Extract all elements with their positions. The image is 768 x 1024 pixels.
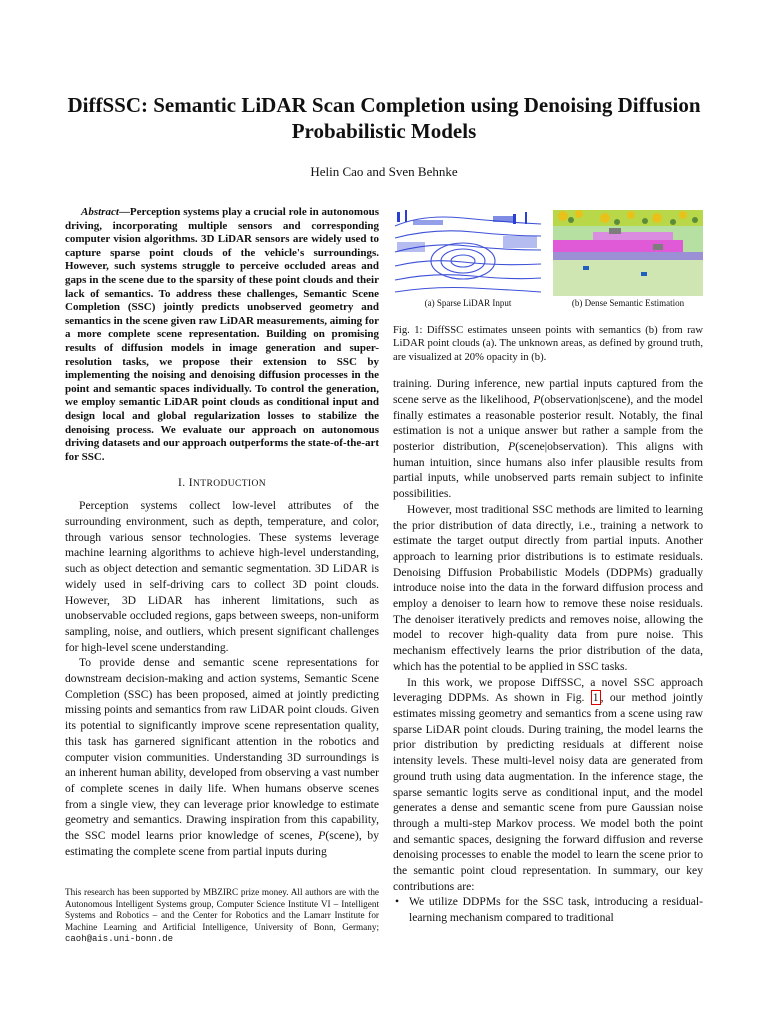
paper-title: DiffSSC: Semantic LiDAR Scan Completion using Denoising Diffusion Probabilistic Models [67,93,701,143]
subcaption-a: (a) Sparse LiDAR Input [424,298,512,308]
math-arg-scene: (scene) [325,829,359,843]
figure-reference-link[interactable]: 1 [592,691,599,705]
right-paragraph-2: However, most traditional SSC methods are limited to learning the prior distribution of data directly, i.e., training a network to estimate the target output directly from partial inputs. Another approach to learning prior distributions is to estimate residuals. Denoising Diffusion Probabilistic Models (DDPMs) gradually introduce noise into the data in the forward diffusion process and employ a denoiser to learn how to remove these noise residuals. The denoiser iteratively predicts and removes noise, allowing the model to recover high-quality data from pure noise. This mechanism effectively learns the prior distribution of the data, which has the potential to be applied in SSC tasks. [393,502,703,673]
abstract-lead: Abstract [81,206,119,218]
left-column [65,206,379,859]
rp1-b: , and the model finally estimates a reasonable posterior result. Notably, the final estimation is not a unique answer but rather a sample from the posterior distribution, [393,392,703,454]
section-heading-introduction [65,477,379,489]
rp3-b: , our method jointly estimates missing geometry and semantics from a scene using raw sparse LiDAR point clouds. During training, the model learns the prior distribution by predicting residuals at different noise intensity levels. These multi-level noisy data are generated from ground truth using data augmentation. In the inference stage, the sparse semantic logits serve as conditional input, and the model generates a dense and semantic scene from pure Gaussian noise through a multi-step Markov process. We model both the point and semantic spaces, designing the forward diffusion and reverse denoising processes to enable the model to learn the scene prior to the semantic point cloud representation. In summary, our key contributions are: [393,691,703,893]
math-p-2: P [508,440,516,454]
math-p: P [318,829,326,843]
abstract [65,206,379,464]
section-title-rest: NTRODUCTION [193,479,267,490]
bullet-text: We utilize DDPMs for the SSC task, introducing a residual-learning mechanism compared to traditional [409,895,703,925]
intro-p2-text-b: , by estimating the complete scene from partial inputs during [65,829,379,858]
bullet-dot: • [395,895,400,909]
paper-authors: Helin Cao and Sven Behnke [310,164,458,179]
sparse-lidar-image [393,206,543,296]
rp3-a: In this work, we propose DiffSSC, a novel SSC approach leveraging DDPMs. As shown in Fig. [393,675,703,705]
dense-semantic-image [553,206,703,296]
right-paragraph-1 [393,376,703,502]
intro-paragraph-2 [65,655,379,859]
section-title-initial: I [188,477,193,490]
footnote-email[interactable]: caoh@ais.uni-bonn.de [65,934,174,945]
abstract-text: Perception systems play a crucial role in autonomous driving, incorporating multiple sensors and corresponding computer vision algorithms. 3D LiDAR sensors are widely used to capture sparse point clouds of the vehicle's surroundings. However, such systems struggle to perceive occluded areas and gaps in the scene due to the sparsity of these point clouds and their lack of semantics. To address these challenges, Semantic Scene Completion (SSC) jointly predicts unobserved geometry and semantics in the scene given raw LiDAR measurements, aiming for a more complete scene representation. Building on promising results of diffusion models in image generation and super-resolution tasks, we propose their extension to SSC by implementing the noising and denoising diffusion processes in the point and semantic spaces individually. To control the generation, we employ semantic LiDAR point clouds as conditional input and design local and global regularization losses to stabilize the denoising process. We evaluate our approach on autonomous driving datasets and our approach outperforms the state-of-the-art for SSC. [65,206,379,463]
contribution-bullet-1 [393,894,703,925]
right-column [393,206,703,926]
footnote-text: This research has been supported by MBZIRC prize money. All authors are with the Autonomous Intelligent Systems group, Computer Science Institute VI – Intelligent Systems and Robotics – and the Center for Robotics and the Lamarr Institute for Machine Learning and Artificial Intelligence, University of Bonn, Germany; [65,887,379,932]
math-p-1: P [533,392,541,406]
section-numeral: I. [177,477,186,490]
intro-paragraph-1: Perception systems collect low-level attributes of the surrounding environment, such as depth, temperature, and color, through various sensor technologies. These systems leverage machine learning algorithms to achieve high-level understanding, such as object detection and semantic segmentation. 3D LiDAR is widely used in self-driving cars to collect 3D point clouds. However, 3D LiDAR has inherent limitations, such as unobservable occluded regions, gaps between sweeps, non-uniform sampling, noise, and outliers, which present significant challenges for high-level scene understanding. [65,499,379,654]
math-arg-1: (observation|scene) [540,392,631,406]
footnote [65,886,379,946]
rp1-a: training. During inference, new partial inputs captured from the scene serve as the likelihood, [393,377,703,406]
math-arg-2: (scene|observation) [515,440,606,454]
rp1-c: . This aligns with human intuition, since humans also infer plausible results from partial inputs, while unobserved parts remain subject to infinite possibilities. [393,440,703,501]
figure-1 [393,206,703,306]
intro-p2-text-a: To provide dense and semantic scene representations for downstream decision-making and action systems, Semantic Scene Completion (SSC) has been proposed, aimed at jointly predicting missing points and semantics from raw LiDAR point clouds. Given its potential to significantly improve scene representation quality, this task has garnered significant attention in the robotics and computer vision communities. Understanding 3D surroundings is an inherent human ability, developed from observing a vast number of complete scenes in daily life. When humans observe scenes from a single view, they can leverage prior knowledge to estimate geometry and semantics. Drawing inspiration from this capability, the SSC model learns prior knowledge of scenes, [65,656,379,843]
figure-caption: Fig. 1: DiffSSC estimates unseen points with semantics (b) from raw LiDAR point clouds (a). The unknown areas, as defined by ground truth, are visualized at 20% opacity in (b). [393,325,703,363]
abstract-dash: — [118,206,130,218]
right-paragraph-3 [393,675,703,895]
subcaption-b: (b) Dense Semantic Estimation [571,298,685,308]
